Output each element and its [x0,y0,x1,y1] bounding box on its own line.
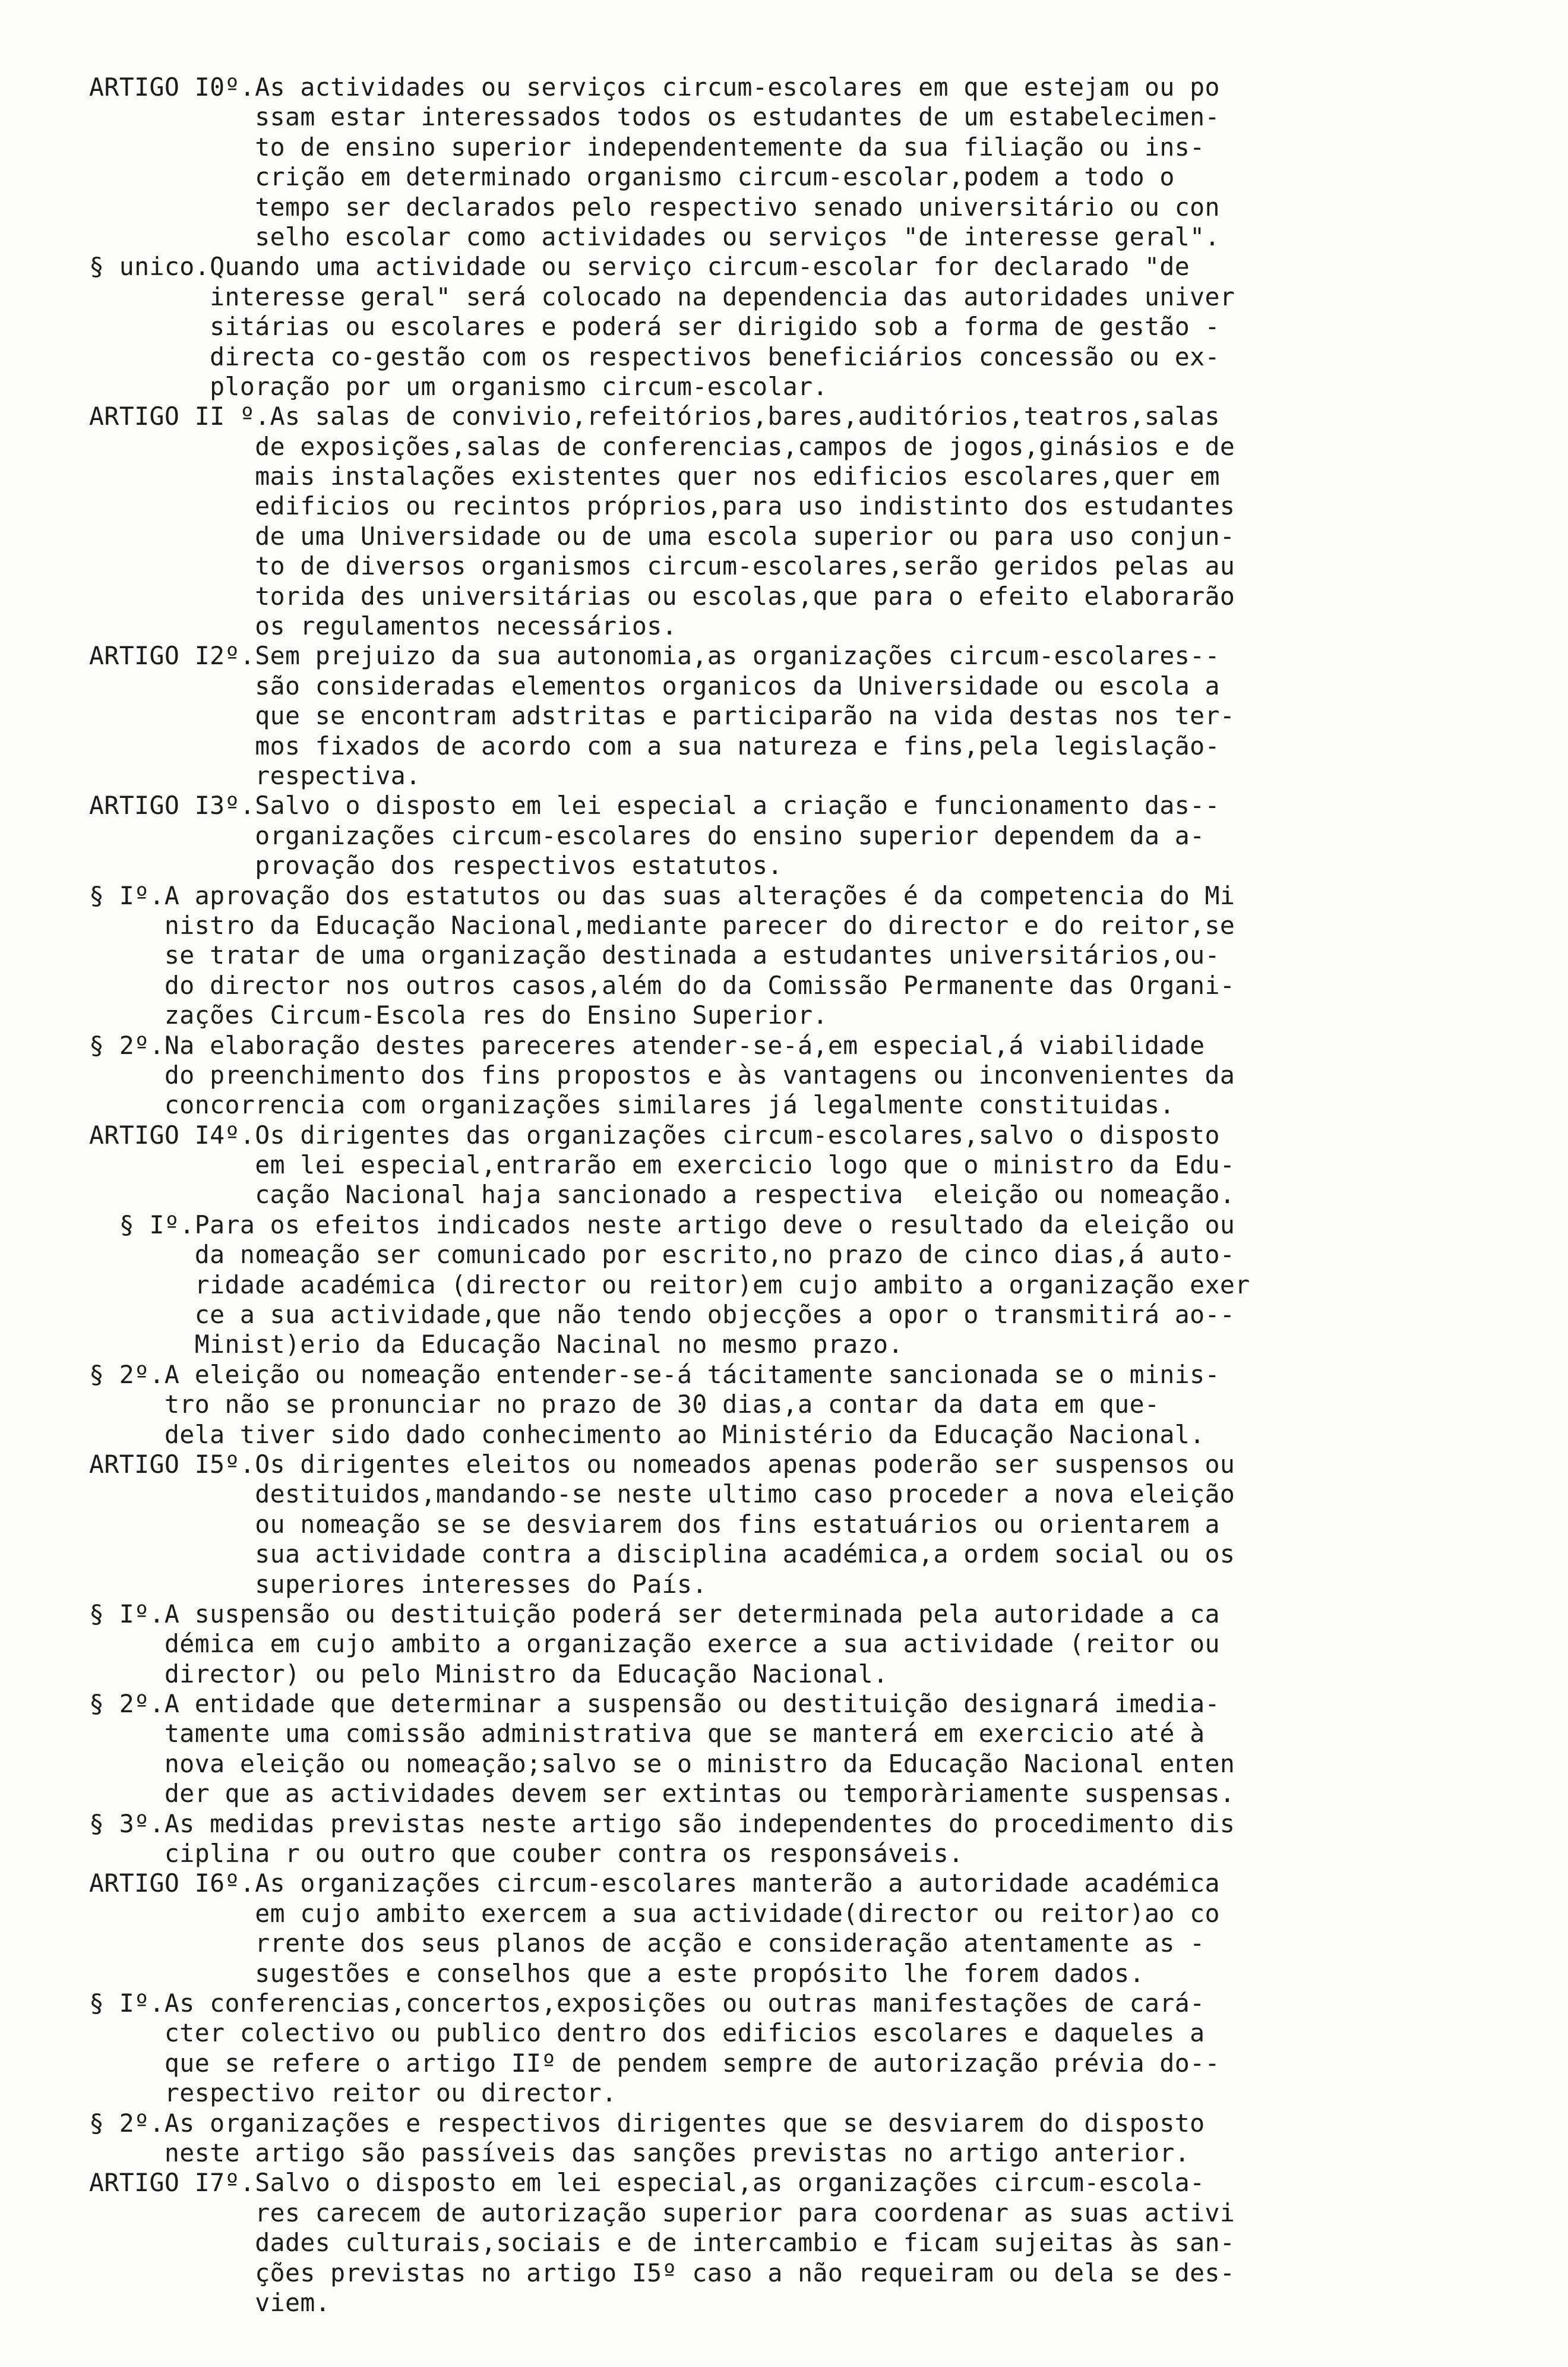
text-line: nistro da Educação Nacional,mediante parecer do director e do reitor,se [89,910,1235,940]
text-line: directa co-gestão com os respectivos beneficiários concessão ou ex- [89,342,1220,371]
text-line: destituidos,mandando-se neste ultimo caso proceder a nova eleição [89,1479,1235,1509]
text-line: crição em determinado organismo circum-escolar,podem a todo o [89,162,1175,192]
text-line: ou nomeação se se desviarem dos fins estatuários ou orientarem a [89,1509,1220,1539]
text-line: cação Nacional haja sancionado a respectiva eleição ou nomeação. [89,1180,1235,1210]
document-body [89,72,1425,2318]
text-line: démica em cujo ambito a organização exerce a sua actividade (reitor ou [89,1629,1220,1659]
text-line: ridade académica (director ou reitor)em cujo ambito a organização exer [89,1270,1250,1299]
text-line: § Iº.As conferencias,concertos,exposições ou outras manifestações de cará- [89,1989,1205,2018]
text-line: director) ou pelo Ministro da Educação Nacional. [89,1659,889,1689]
text-line: § 2º.A entidade que determinar a suspensão ou destituição designará imedia- [89,1689,1220,1719]
text-line: § 2º.A eleição ou nomeação entender-se-á tácitamente sancionada se o minis- [89,1359,1220,1389]
text-line: ARTIGO II º.As salas de convivio,refeitórios,bares,auditórios,teatros,salas [89,402,1220,431]
text-line: § 2º.As organizações e respectivos dirigentes que se desviarem do disposto [89,2108,1205,2138]
text-line: der que as actividades devem ser extintas ou temporàriamente suspensas. [89,1779,1235,1809]
text-line: mos fixados de acordo com a sua natureza e fins,pela legislação- [89,731,1220,760]
text-line: § Iº.A aprovação dos estatutos ou das suas alterações é da competencia do Mi [89,880,1235,910]
text-line: respectiva. [89,760,421,790]
text-line: ARTIGO I3º.Salvo o disposto em lei especial a criação e funcionamento das-- [89,791,1220,820]
text-line: que se refere o artigo IIº de pendem sempre de autorização prévia do-- [89,2048,1220,2078]
text-line: viem. [89,2287,331,2317]
text-line: nova eleição ou nomeação;salvo se o ministro da Educação Nacional enten [89,1749,1235,1778]
text-line: cter colectivo ou publico dentro dos edificios escolares e daqueles a [89,2018,1205,2048]
text-line: sua actividade contra a disciplina académica,a ordem social ou os [89,1539,1235,1569]
text-line: do preenchimento dos fins propostos e às vantagens ou inconvenientes da [89,1060,1235,1090]
text-line: ARTIGO I0º.As actividades ou serviços circum-escolares em que estejam ou po [89,72,1220,102]
text-line: torida des universitárias ou escolas,que para o efeito elaborarão [89,581,1235,611]
text-line: dades culturais,sociais e de intercambio e ficam sujeitas às san- [89,2228,1235,2258]
text-line: da nomeação ser comunicado por escrito,no prazo de cinco dias,á auto- [89,1240,1235,1270]
text-line: to de ensino superior independentemente da sua filiação ou ins- [89,132,1205,162]
text-line: edificios ou recintos próprios,para uso indistinto dos estudantes [89,491,1235,521]
text-line: § 3º.As medidas previstas neste artigo são independentes do procedimento dis [89,1809,1235,1838]
text-line: tempo ser declarados pelo respectivo senado universitário ou con [89,192,1220,222]
text-line: concorrencia com organizações similares já legalmente constituidas. [89,1090,1175,1120]
text-line: dela tiver sido dado conhecimento ao Ministério da Educação Nacional. [89,1419,1205,1449]
text-line: ce a sua actividade,que não tendo objecções a opor o transmitirá ao-- [89,1300,1235,1330]
text-line: ssam estar interessados todos os estudantes de um estabelecimen- [89,102,1220,132]
text-line: § 2º.Na elaboração destes pareceres atender-se-á,em especial,á viabilidade [89,1030,1205,1060]
text-line: tamente uma comissão administrativa que se manterá em exercicio até à [89,1719,1205,1749]
text-line: ploração por um organismo circum-escolar. [89,371,828,401]
text-line: ciplina r ou outro que couber contra os responsáveis. [89,1839,964,1869]
text-line: do director nos outros casos,além do da Comissão Permanente das Organi- [89,970,1235,1000]
text-line: § Iº.Para os efeitos indicados neste artigo deve o resultado da eleição ou [89,1210,1235,1239]
text-line: ARTIGO I2º.Sem prejuizo da sua autonomia,as organizações circum-escolares-- [89,641,1220,671]
text-line: ARTIGO I5º.Os dirigentes eleitos ou nomeados apenas poderão ser suspensos ou [89,1449,1235,1479]
text-line: de exposições,salas de conferencias,campos de jogos,ginásios e de [89,431,1235,461]
text-line: provação dos respectivos estatutos. [89,851,783,880]
text-line: são consideradas elementos organicos da Universidade ou escola a [89,671,1220,700]
text-line: sugestões e conselhos que a este propósito lhe forem dados. [89,1958,1145,1988]
text-line: selho escolar como actividades ou serviços "de interesse geral". [89,222,1220,251]
text-line: § unico.Quando uma actividade ou serviço circum-escolar for declarado "de [89,252,1190,282]
text-line: em lei especial,entrarão em exercicio logo que o ministro da Edu- [89,1150,1235,1180]
text-line: to de diversos organismos circum-escolares,serão geridos pelas au [89,551,1235,581]
text-line: ARTIGO I4º.Os dirigentes das organizações circum-escolares,salvo o disposto [89,1120,1220,1150]
text-line: de uma Universidade ou de uma escola superior ou para uso conjun- [89,521,1235,551]
text-line: respectivo reitor ou director. [89,2078,617,2108]
text-line: neste artigo são passíveis das sanções previstas no artigo anterior. [89,2138,1190,2167]
text-line: que se encontram adstritas e participarão na vida destas nos ter- [89,701,1235,731]
text-line: ARTIGO I6º.As organizações circum-escolares manterão a autoridade académica [89,1869,1220,1898]
text-line: zações Circum-Escola res do Ensino Superior. [89,1001,828,1030]
text-line: interesse geral" será colocado na dependencia das autoridades univer [89,282,1235,311]
text-line: ARTIGO I7º.Salvo o disposto em lei especial,as organizações circum-escola- [89,2168,1205,2198]
text-line: se tratar de uma organização destinada a estudantes universitários,ou- [89,941,1220,970]
text-line: Minist)erio da Educação Nacinal no mesmo prazo. [89,1330,903,1359]
text-line: sitárias ou escolares e poderá ser dirigido sob a forma de gestão - [89,312,1220,342]
text-line: superiores interesses do País. [89,1569,707,1599]
text-line: os regulamentos necessários. [89,611,678,641]
text-line: § Iº.A suspensão ou destituição poderá ser determinada pela autoridade a ca [89,1599,1220,1629]
text-line: em cujo ambito exercem a sua actividade(director ou reitor)ao co [89,1898,1220,1928]
text-line: ções previstas no artigo I5º caso a não requeiram ou dela se des- [89,2258,1235,2287]
text-line: rrente dos seus planos de acção e consideração atentamente as - [89,1929,1205,1958]
text-line: res carecem de autorização superior para coordenar as suas activi [89,2198,1235,2227]
text-line: tro não se pronunciar no prazo de 30 dias,a contar da data em que- [89,1390,1160,1419]
text-line: mais instalações existentes quer nos edificios escolares,quer em [89,462,1220,491]
text-line: organizações circum-escolares do ensino superior dependem da a- [89,820,1205,850]
